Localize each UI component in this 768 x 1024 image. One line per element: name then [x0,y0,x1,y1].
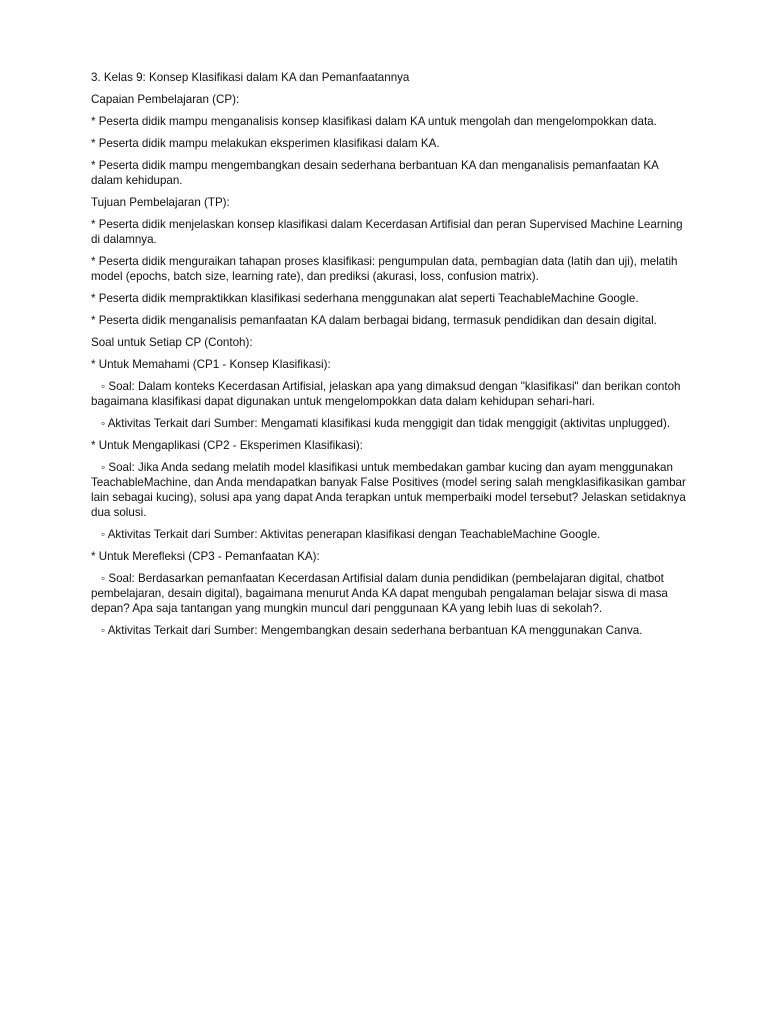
sub-item-paragraph: ◦ Soal: Jika Anda sedang melatih model klasifikasi untuk membedakan gambar kucing dan ayam menggunakan TeachableMachine, dan Anda mendapatkan banyak False Positives (model sering salah mengklasifikasikan gambar lain sebagai kucing), solusi apa yang dapat Anda terapkan untuk memperbaiki model tersebut? Jelaskan setidaknya dua solusi. [91,461,686,519]
document-paragraph: * Peserta didik menguraikan tahapan proses klasifikasi: pengumpulan data, pembagian data (latih dan uji), melatih model (epochs, batch size, learning rate), dan prediksi (akurasi, loss, confusion matrix). [91,255,678,283]
document-paragraph: Capaian Pembelajaran (CP): [91,93,240,106]
sub-item-paragraph: ◦ Aktivitas Terkait dari Sumber: Mengamati klasifikasi kuda menggigit dan tidak menggigit (aktivitas unplugged). [101,417,671,430]
document-paragraph: Tujuan Pembelajaran (TP): [91,196,230,209]
document-paragraph: * Peserta didik menganalisis pemanfaatan KA dalam berbagai bidang, termasuk pendidikan dan desain digital. [91,314,657,327]
document-paragraph: 3. Kelas 9: Konsep Klasifikasi dalam KA dan Pemanfaatannya [91,71,410,84]
document-paragraph: * Peserta didik mempraktikkan klasifikasi sederhana menggunakan alat seperti TeachableMachine Google. [91,292,639,305]
document-paragraph: * Untuk Mengaplikasi (CP2 - Eksperimen Klasifikasi): [91,439,363,452]
sub-item-paragraph: ◦ Aktivitas Terkait dari Sumber: Aktivitas penerapan klasifikasi dengan TeachableMachine Google. [101,528,601,541]
sub-item-paragraph: ◦ Aktivitas Terkait dari Sumber: Mengembangkan desain sederhana berbantuan KA menggunakan Canva. [101,624,643,637]
document-paragraph: Soal untuk Setiap CP (Contoh): [91,336,253,349]
document-body [91,70,691,638]
document-paragraph: * Peserta didik mampu mengembangkan desain sederhana berbantuan KA dan menganalisis pemanfaatan KA dalam kehidupan. [91,159,659,187]
document-paragraph: * Untuk Memahami (CP1 - Konsep Klasifikasi): [91,358,331,371]
document-paragraph: * Peserta didik mampu menganalisis konsep klasifikasi dalam KA untuk mengolah dan mengelompokkan data. [91,115,657,128]
sub-item-paragraph: ◦ Soal: Berdasarkan pemanfaatan Kecerdasan Artifisial dalam dunia pendidikan (pembelajaran digital, chatbot pembelajaran, desain digital), bagaimana menurut Anda KA dapat mengubah pengalaman belajar siswa di masa depan? Apa saja tantangan yang mungkin muncul dari penggunaan KA yang lebih luas di sekolah?. [91,572,668,615]
document-paragraph: * Peserta didik mampu melakukan eksperimen klasifikasi dalam KA. [91,137,440,150]
sub-item-paragraph: ◦ Soal: Dalam konteks Kecerdasan Artifisial, jelaskan apa yang dimaksud dengan "klasifikasi" dan berikan contoh bagaimana klasifikasi dapat digunakan untuk mengelompokkan data dalam kehidupan sehari-hari. [91,380,681,408]
document-paragraph: * Untuk Merefleksi (CP3 - Pemanfaatan KA): [91,550,320,563]
document-paragraph: * Peserta didik menjelaskan konsep klasifikasi dalam Kecerdasan Artifisial dan peran Supervised Machine Learning di dalamnya. [91,218,683,246]
